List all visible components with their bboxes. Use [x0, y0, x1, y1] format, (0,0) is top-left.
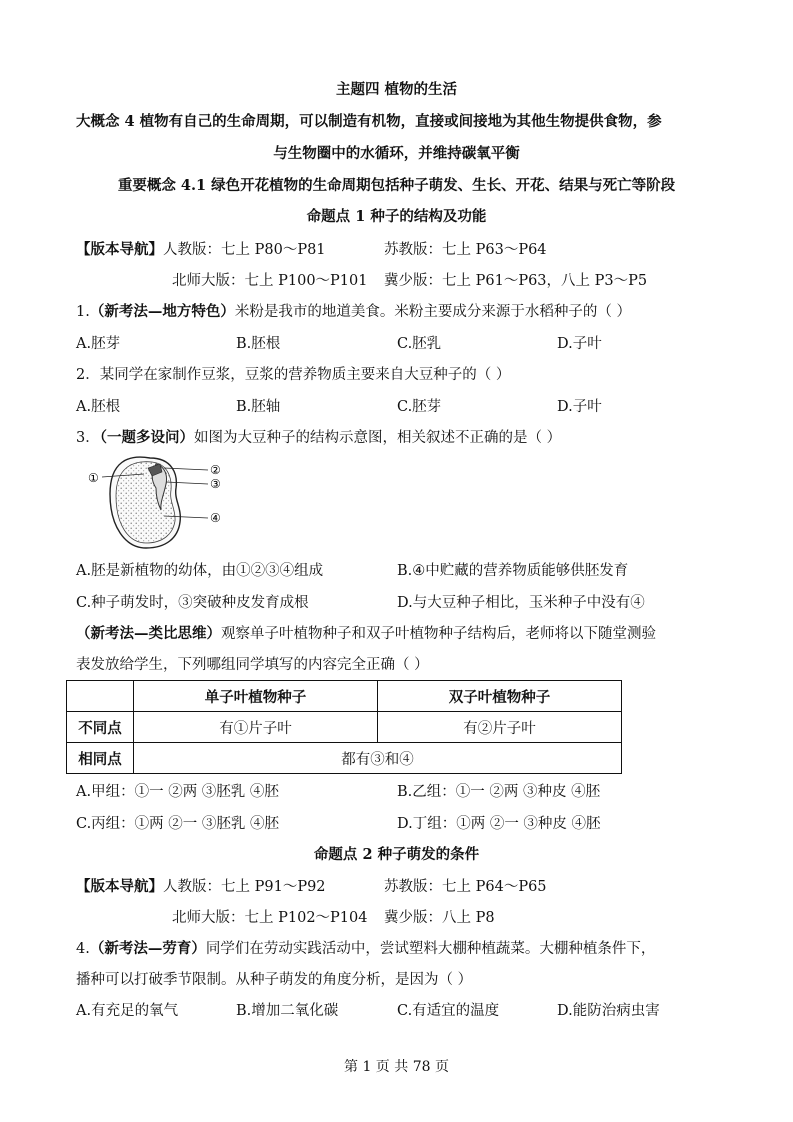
table-row-head-different: 不同点 [67, 712, 134, 743]
section2-title: 命题点 2 种子萌发的条件 [313, 846, 480, 863]
q2-option-a: A.胚根 [76, 399, 121, 415]
table-row [67, 743, 622, 774]
q1-stem: 1.（新考法—地方特色）米粉是我市的地道美食。米粉主要成分来源于水稻种子的（ ） [76, 303, 631, 320]
nav-pep: 人教版：七上 P80～P81 [163, 242, 326, 258]
q4-tag: （新考法—劳育） [89, 940, 206, 957]
q3-option-a: A.胚是新植物的幼体，由①②③④组成 [76, 563, 324, 579]
q2-option-d: D.子叶 [557, 399, 602, 415]
nav-tag: 【版本导航】 [76, 241, 163, 258]
q3b-option-a: A.甲组：①一 ②两 ③胚乳 ④胚 [76, 784, 279, 800]
nav-bsd: 北师大版：七上 P102～P104 [172, 910, 368, 926]
q4-option-b: B.增加二氧化碳 [236, 1003, 339, 1019]
comparison-table [66, 680, 622, 774]
page-footer: 第 1 页 共 78 页 [344, 1059, 449, 1075]
q4-stem-line1: 4.（新考法—劳育）同学们在劳动实践活动中，尝试塑料大棚种植蔬菜。大棚种植条件下， [76, 940, 656, 957]
q1-option-b: B.胚根 [236, 336, 281, 352]
q4-option-a: A.有充足的氧气 [76, 1003, 179, 1019]
q2-option-b: B.胚轴 [236, 399, 281, 415]
section1-title: 命题点 1 种子的结构及功能 [306, 208, 487, 225]
table-header-dicot: 双子叶植物种子 [378, 681, 622, 712]
q4-stem-line2: 播种可以打破季节限制。从种子萌发的角度分析，是因为（ ） [76, 972, 473, 988]
table-header-monocot: 单子叶植物种子 [134, 681, 378, 712]
seed-label-1: ① [88, 471, 99, 485]
q1-tag: （新考法—地方特色） [89, 303, 235, 320]
table-corner-cell [67, 681, 134, 712]
seed-label-3: ③ [210, 477, 221, 491]
big-concept-line1: 大概念 4 植物有自己的生命周期，可以制造有机物，直接或间接地为其他生物提供食物，参 [76, 113, 662, 130]
q3-stem: 3．（一题多设问）如图为大豆种子的结构示意图，相关叙述不正确的是（ ） [76, 429, 562, 446]
table-cell-monocot: 有①片子叶 [134, 712, 378, 743]
q3-option-d: D.与大豆种子相比，玉米种子中没有④ [397, 595, 645, 611]
table-cell-common: 都有③和④ [134, 743, 622, 774]
section1-nav-line1 [76, 240, 326, 260]
table-header-row [67, 681, 622, 712]
nav-pep: 人教版：七上 P91～P92 [163, 879, 326, 895]
nav-sujiao: 苏教版：七上 P63～P64 [384, 242, 547, 258]
table-cell-dicot: 有②片子叶 [378, 712, 622, 743]
q1-option-d: D.子叶 [557, 336, 602, 352]
q3b-stem-line2: 表发放给学生，下列哪组同学填写的内容完全正确（ ） [76, 657, 429, 673]
q3-option-c: C.种子萌发时，③突破种皮发育成根 [76, 595, 309, 611]
q1-option-a: A.胚芽 [76, 336, 121, 352]
nav-jishao: 冀少版：八上 P8 [384, 910, 495, 926]
seed-label-4: ④ [210, 511, 221, 525]
topic-title: 主题四 植物的生活 [335, 81, 458, 98]
nav-tag: 【版本导航】 [76, 878, 163, 895]
q1-option-c: C.胚乳 [397, 336, 442, 352]
q4-option-d: D.能防治病虫害 [557, 1003, 660, 1019]
table-row-head-same: 相同点 [67, 743, 134, 774]
q2-stem: 2．某同学在家制作豆浆，豆浆的营养物质主要来自大豆种子的（ ） [76, 367, 511, 383]
q4-option-c: C.有适宜的温度 [397, 1003, 500, 1019]
q3b-option-d: D.丁组：①两 ②一 ③种皮 ④胚 [397, 816, 601, 832]
q3b-option-c: C.丙组：①两 ②一 ③胚乳 ④胚 [76, 816, 280, 832]
nav-bsd: 北师大版：七上 P100～P101 [172, 273, 368, 289]
table-row [67, 712, 622, 743]
seed-label-2: ② [210, 463, 221, 477]
section2-nav-line1 [76, 877, 326, 897]
q3-tag: （一题多设问） [99, 429, 194, 446]
nav-jishao: 冀少版：七上 P61～P63，八上 P3～P5 [384, 273, 648, 289]
nav-sujiao: 苏教版：七上 P64～P65 [384, 879, 547, 895]
q3b-stem-line1: （新考法—类比思维）观察单子叶植物种子和双子叶植物种子结构后，老师将以下随堂测验 [76, 625, 656, 642]
big-concept-line2: 与生物圈中的水循环，并维持碳氧平衡 [273, 145, 520, 162]
q3-option-b: B.④中贮藏的营养物质能够供胚发育 [397, 563, 629, 579]
q3b-tag: （新考法—类比思维） [76, 625, 221, 642]
important-concept: 重要概念 4.1 绿色开花植物的生命周期包括种子萌发、生长、开花、结果与死亡等阶段 [117, 177, 676, 194]
q3b-option-b: B.乙组：①一 ②两 ③种皮 ④胚 [397, 784, 601, 800]
q2-option-c: C.胚芽 [397, 399, 442, 415]
soybean-seed-diagram [80, 452, 240, 552]
